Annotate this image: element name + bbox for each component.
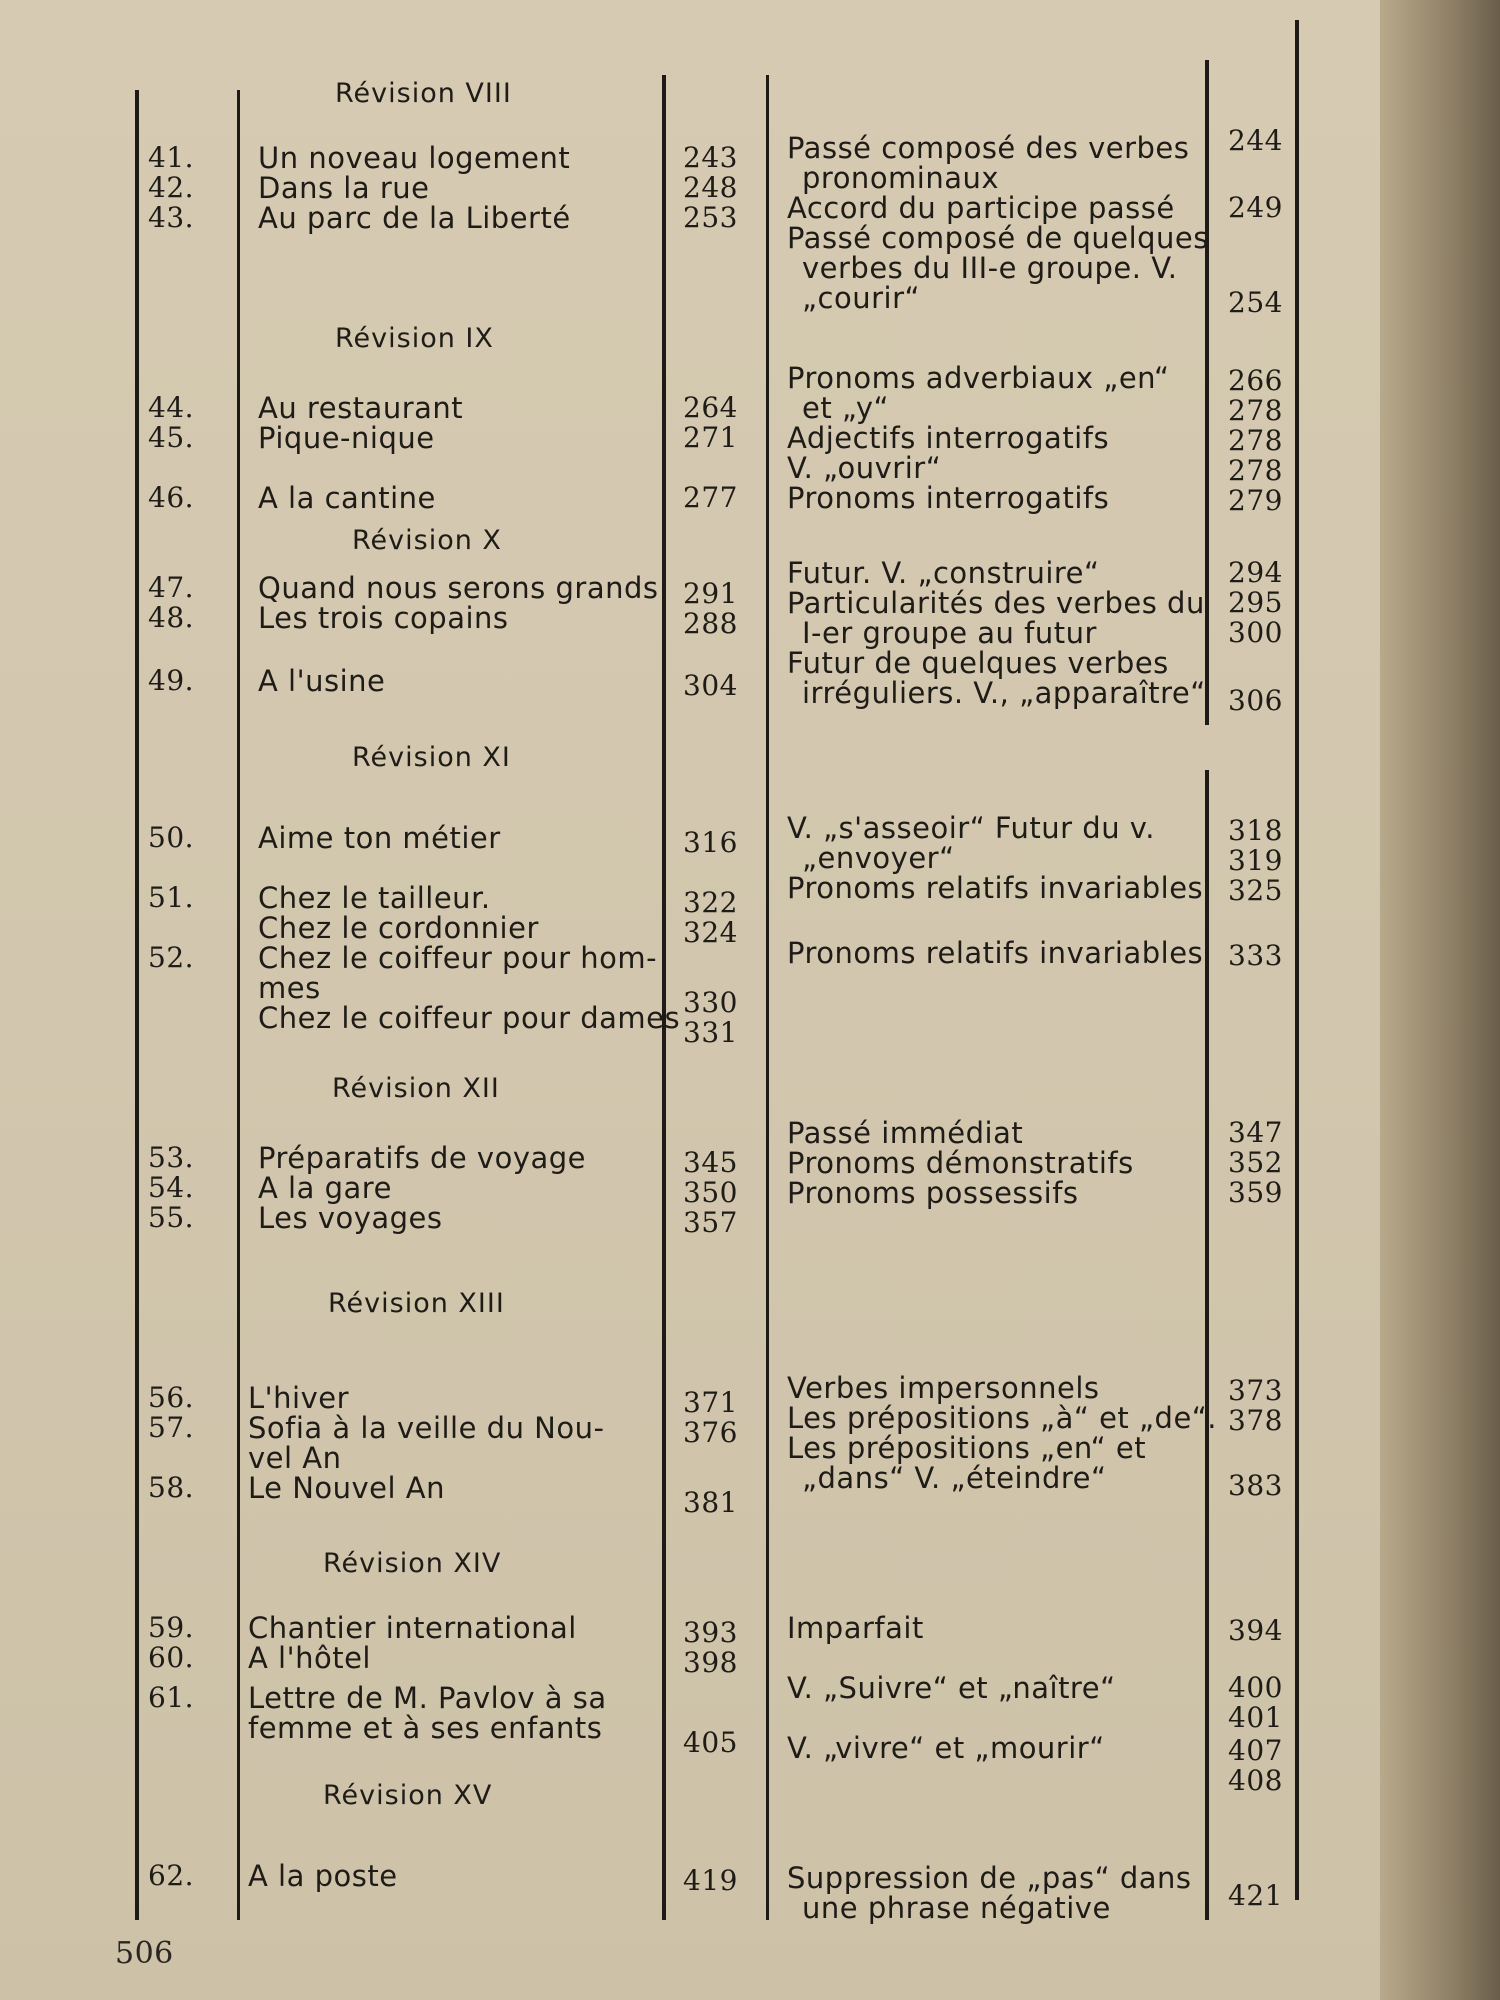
lesson-title: A l'hôtel xyxy=(248,1641,371,1675)
lesson-page: 243 xyxy=(683,141,738,174)
lesson-number: 61. xyxy=(148,1681,195,1714)
grammar-topic: Pronoms relatifs invariables xyxy=(787,936,1204,970)
lesson-page: 345 xyxy=(683,1146,738,1179)
grammar-page: 352 xyxy=(1228,1146,1283,1179)
grammar-topic: Pronoms possessifs xyxy=(787,1176,1079,1210)
grammar-page: 407 xyxy=(1228,1734,1283,1767)
rule-num xyxy=(237,90,240,1920)
lesson-title: Lettre de M. Pavlov à sa xyxy=(248,1681,607,1715)
lesson-title: Un noveau logement xyxy=(258,141,571,175)
lesson-title: A l'usine xyxy=(258,664,386,698)
lesson-title: Sofia à la veille du Nou- xyxy=(248,1411,605,1445)
rule-lesson-page xyxy=(662,75,666,1920)
lesson-page: 322 xyxy=(683,886,738,919)
lesson-page: 316 xyxy=(683,826,738,859)
lesson-number: 43. xyxy=(148,201,195,234)
grammar-topic: Adjectifs interrogatifs xyxy=(787,421,1110,455)
grammar-topic: V. „s'asseoir“ Futur du v. xyxy=(787,811,1155,845)
grammar-page: 244 xyxy=(1228,124,1283,157)
grammar-page: 300 xyxy=(1228,616,1283,649)
grammar-page: 421 xyxy=(1228,1879,1283,1912)
lesson-page: 357 xyxy=(683,1206,738,1239)
lesson-number: 59. xyxy=(148,1611,195,1644)
revision-heading: Révision VIII xyxy=(335,78,512,109)
grammar-page: 278 xyxy=(1228,424,1283,457)
lesson-title: Chez le tailleur. xyxy=(258,881,491,915)
grammar-topic: Verbes impersonnels xyxy=(787,1371,1100,1405)
grammar-topic: V. „vivre“ et „mourir“ xyxy=(787,1731,1105,1765)
grammar-page: 295 xyxy=(1228,586,1283,619)
lesson-title: Le Nouvel An xyxy=(248,1471,446,1505)
lesson-number: 57. xyxy=(148,1411,195,1444)
revision-heading: Révision X xyxy=(352,525,502,556)
grammar-page: 294 xyxy=(1228,556,1283,589)
lesson-page: 331 xyxy=(683,1016,738,1049)
lesson-title: vel An xyxy=(248,1441,342,1475)
lesson-title: Chez le coiffeur pour dames xyxy=(258,1001,681,1035)
lesson-number: 52. xyxy=(148,941,195,974)
grammar-page: 378 xyxy=(1228,1404,1283,1437)
grammar-topic: Les prépositions „en“ et xyxy=(787,1431,1147,1465)
grammar-page: 278 xyxy=(1228,394,1283,427)
lesson-page: 376 xyxy=(683,1416,738,1449)
lesson-page: 264 xyxy=(683,391,738,424)
grammar-topic: Passé immédiat xyxy=(787,1116,1024,1150)
lesson-page: 248 xyxy=(683,171,738,204)
grammar-page: 359 xyxy=(1228,1176,1283,1209)
lesson-title: Préparatifs de voyage xyxy=(258,1141,586,1175)
grammar-topic: „courir“ xyxy=(802,281,921,315)
grammar-page: 279 xyxy=(1228,484,1283,517)
revision-heading: Révision IX xyxy=(335,323,494,354)
lesson-title: L'hiver xyxy=(248,1381,349,1415)
grammar-topic: pronominaux xyxy=(802,161,1000,195)
lesson-number: 55. xyxy=(148,1201,195,1234)
revision-heading: Révision XIII xyxy=(328,1288,505,1319)
grammar-topic: Imparfait xyxy=(787,1611,924,1645)
grammar-page: 401 xyxy=(1228,1701,1283,1734)
lesson-page: 393 xyxy=(683,1616,738,1649)
grammar-page: 249 xyxy=(1228,191,1283,224)
lesson-title: Chez le coiffeur pour hom- xyxy=(258,941,658,975)
lesson-number: 41. xyxy=(148,141,195,174)
grammar-topic: irréguliers. V., „apparaître“ xyxy=(802,676,1206,710)
grammar-topic: une phrase négative xyxy=(802,1891,1111,1925)
lesson-page: 330 xyxy=(683,986,738,1019)
grammar-topic: Futur. V. „construire“ xyxy=(787,556,1100,590)
lesson-page: 350 xyxy=(683,1176,738,1209)
grammar-topic: V. „ouvrir“ xyxy=(787,451,942,485)
grammar-topic: Accord du participe passé xyxy=(787,191,1175,225)
rule-grammar-page xyxy=(1205,60,1209,725)
lesson-page: 398 xyxy=(683,1646,738,1679)
revision-heading: Révision XII xyxy=(332,1073,500,1104)
grammar-page: 347 xyxy=(1228,1116,1283,1149)
lesson-page: 291 xyxy=(683,577,738,610)
lesson-number: 44. xyxy=(148,391,195,424)
grammar-topic: „dans“ V. „éteindre“ xyxy=(802,1461,1107,1495)
lesson-number: 49. xyxy=(148,664,195,697)
lesson-title: mes xyxy=(258,971,321,1005)
lesson-number: 54. xyxy=(148,1171,195,1204)
lesson-number: 56. xyxy=(148,1381,195,1414)
grammar-page: 318 xyxy=(1228,814,1283,847)
lesson-page: 371 xyxy=(683,1386,738,1419)
lesson-number: 58. xyxy=(148,1471,195,1504)
lesson-number: 51. xyxy=(148,881,195,914)
grammar-topic: Passé composé des verbes xyxy=(787,131,1190,165)
lesson-number: 50. xyxy=(148,821,195,854)
grammar-page: 373 xyxy=(1228,1374,1283,1407)
lesson-number: 46. xyxy=(148,481,195,514)
book-spine xyxy=(1380,0,1500,2000)
grammar-page: 400 xyxy=(1228,1671,1283,1704)
lesson-page: 419 xyxy=(683,1864,738,1897)
grammar-topic: Pronoms démonstratifs xyxy=(787,1146,1134,1180)
grammar-topic: Futur de quelques verbes xyxy=(787,646,1169,680)
grammar-page: 325 xyxy=(1228,874,1283,907)
lesson-page: 405 xyxy=(683,1726,738,1759)
grammar-topic: V. „Suivre“ et „naître“ xyxy=(787,1671,1116,1705)
lesson-title: Au restaurant xyxy=(258,391,464,425)
lesson-title: A la cantine xyxy=(258,481,436,515)
lesson-title: Les voyages xyxy=(258,1201,443,1235)
grammar-page: 319 xyxy=(1228,844,1283,877)
grammar-page: 408 xyxy=(1228,1764,1283,1797)
lesson-page: 381 xyxy=(683,1486,738,1519)
lesson-page: 253 xyxy=(683,201,738,234)
revision-heading: Révision XI xyxy=(352,742,511,773)
lesson-number: 60. xyxy=(148,1641,195,1674)
lesson-title: Les trois copains xyxy=(258,601,509,635)
grammar-topic: et „y“ xyxy=(802,391,890,425)
lesson-title: Pique-nique xyxy=(258,421,435,455)
grammar-topic: Pronoms interrogatifs xyxy=(787,481,1110,515)
lesson-number: 47. xyxy=(148,571,195,604)
lesson-number: 42. xyxy=(148,171,195,204)
grammar-page: 394 xyxy=(1228,1614,1283,1647)
lesson-page: 277 xyxy=(683,481,738,514)
grammar-topic: verbes du III-e groupe. V. xyxy=(802,251,1178,285)
revision-heading: Révision XIV xyxy=(323,1548,502,1579)
grammar-page: 383 xyxy=(1228,1469,1283,1502)
rule-right xyxy=(1295,20,1299,1900)
grammar-topic: „envoyer“ xyxy=(802,841,955,875)
lesson-title: Chantier international xyxy=(248,1611,577,1645)
rule-left xyxy=(135,90,139,1920)
lesson-number: 48. xyxy=(148,601,195,634)
lesson-page: 288 xyxy=(683,607,738,640)
grammar-page: 306 xyxy=(1228,684,1283,717)
lesson-number: 45. xyxy=(148,421,195,454)
grammar-topic: Pronoms relatifs invariables xyxy=(787,871,1204,905)
lesson-page: 324 xyxy=(683,916,738,949)
rule-grammar-left xyxy=(766,75,769,1920)
lesson-number: 53. xyxy=(148,1141,195,1174)
lesson-title: femme et à ses enfants xyxy=(248,1711,603,1745)
lesson-title: Quand nous serons grands xyxy=(258,571,659,605)
lesson-title: A la gare xyxy=(258,1171,392,1205)
lesson-title: Chez le cordonnier xyxy=(258,911,539,945)
grammar-topic: Passé composé de quelques xyxy=(787,221,1209,255)
lesson-page: 304 xyxy=(683,669,738,702)
grammar-page: 266 xyxy=(1228,364,1283,397)
revision-heading: Révision XV xyxy=(323,1780,493,1811)
lesson-number: 62. xyxy=(148,1859,195,1892)
rule-grammar-page-lower xyxy=(1205,770,1209,1920)
page-number: 506 xyxy=(115,1936,174,1971)
lesson-title: Dans la rue xyxy=(258,171,430,205)
grammar-topic: I-er groupe au futur xyxy=(802,616,1097,650)
lesson-page: 271 xyxy=(683,421,738,454)
grammar-topic: Pronoms adverbiaux „en“ xyxy=(787,361,1170,395)
grammar-topic: Particularités des verbes du xyxy=(787,586,1205,620)
grammar-page: 254 xyxy=(1228,286,1283,319)
lesson-title: Aime ton métier xyxy=(258,821,501,855)
lesson-title: Au parc de la Liberté xyxy=(258,201,571,235)
lesson-title: A la poste xyxy=(248,1859,398,1893)
grammar-page: 333 xyxy=(1228,939,1283,972)
grammar-topic: Suppression de „pas“ dans xyxy=(787,1861,1192,1895)
grammar-topic: Les prépositions „à“ et „de“. xyxy=(787,1401,1218,1435)
grammar-page: 278 xyxy=(1228,454,1283,487)
